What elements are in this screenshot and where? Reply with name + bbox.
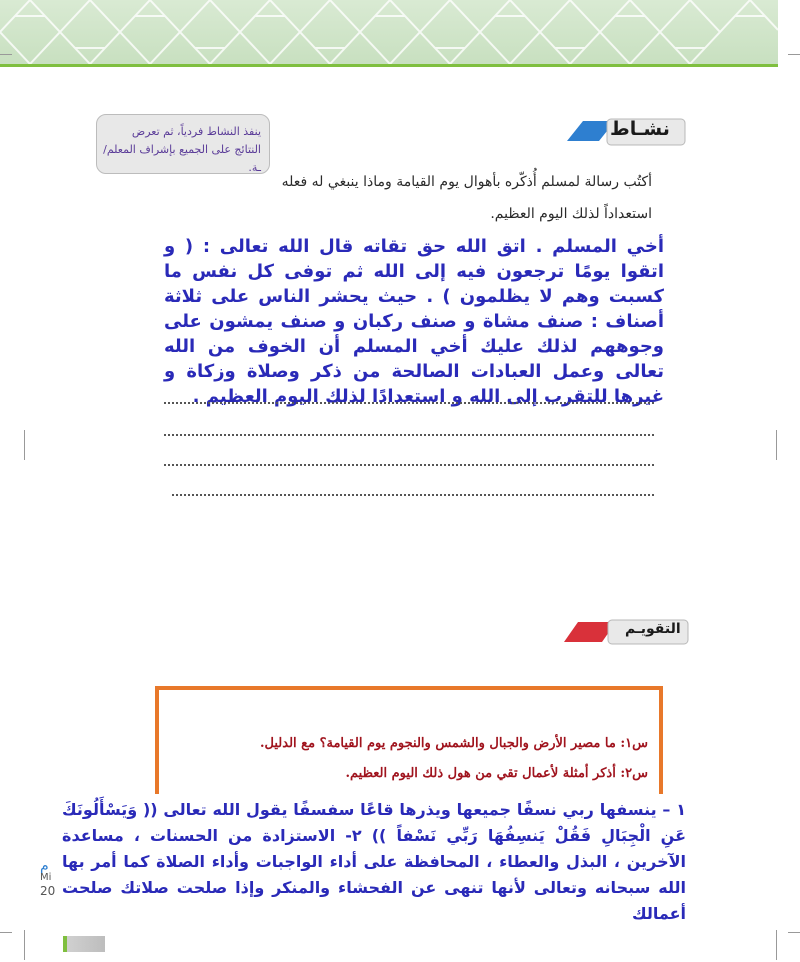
dotted-answer-line (164, 432, 654, 436)
instruction-note-box (96, 114, 270, 174)
crop-mark (0, 932, 12, 933)
question-1: س١: ما مصير الأرض والجبال والشمس والنجوم يوم القيامة؟ مع الدليل. (259, 736, 648, 751)
crop-mark (788, 932, 800, 933)
prompt-line-1: أكتُب رسالة لمسلم أُذكّره بأهوال يوم القيامة وماذا ينبغي له فعله (281, 174, 652, 190)
crop-mark (776, 430, 777, 460)
crop-mark (24, 430, 25, 460)
evaluation-answer-text: ١ – ينسفها ربي نسفًا جميعها ويذرها قاعًا سفسفًا يقول الله تعالى (( وَيَسْأَلُونَكَ عَنِ الْجِبَالِ فَقُلْ يَنسِفُهَا رَبِّي نَسْفاً )) ٢- الاستزادة من الحسنات ، مساعدة الآخرين ، البذل والعطاء ، المحافظة على أداء الواجبات وأداء الصلاة كما أمر بها الله سبحانه وتعالى لأنها تنهى عن الفحشاء والمنكر وإذا صلحت صلاتك صلحت أعمالك (62, 800, 686, 923)
prompt-line-2: استعداداً لذلك اليوم العظيم. (490, 206, 652, 222)
geometric-pattern-icon (0, 0, 778, 64)
footer-page-bar (63, 936, 105, 952)
instruction-note-text: ينفذ النشاط فردياً، ثم تعرض النتائج على الجميع بإشراف المعلم/ـة. (103, 125, 261, 174)
crop-mark (788, 54, 800, 55)
header-pattern-band (0, 0, 778, 67)
crop-mark (24, 930, 25, 960)
dotted-answer-line (164, 462, 654, 466)
activity-title: نشـاط (610, 118, 670, 140)
activity-prompt (260, 166, 652, 230)
dotted-answer-line (172, 492, 654, 496)
student-answer-text: أخي المسلم . اتق الله حق تقاته قال الله تعالى : ( و اتقوا يومًا ترجعون فيه إلى الله ثم توفى كل نفس ما كسبت وهم لا يظلمون ) . حيث يحشر الناس على ثلاثة أصناف : صنف مشاة و صنف ركبان و صنف يمشون على وجوههم لذلك عليك أخي المسلم أن الخوف من الله تعالى وعمل العبادات الصالحة من ذكر وصلاة وزكاة و غيرها للتقرب إلى الله و استعدادًا لذلك اليوم العظيم . (164, 236, 664, 407)
evaluation-title: التقويـم (625, 621, 681, 637)
side-mark-1: م (40, 858, 49, 874)
crop-mark (776, 930, 777, 960)
side-mark-2: Mi (40, 872, 52, 883)
side-mark-3: 20 (40, 884, 56, 898)
question-2: س٢: أذكر أمثلة لأعمال تقي من هول ذلك اليوم العظيم. (345, 766, 648, 781)
crop-mark (0, 54, 12, 55)
dotted-answer-line (164, 400, 654, 404)
